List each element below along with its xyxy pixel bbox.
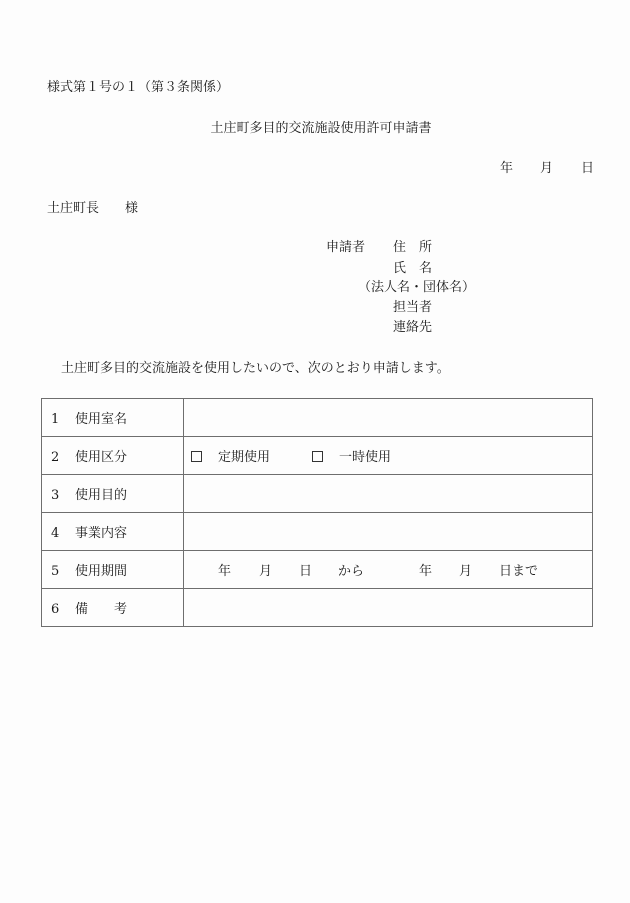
remarks-field[interactable]: [184, 589, 593, 627]
row-number: 2: [51, 450, 60, 465]
row-number: 4: [51, 526, 60, 541]
applicant-contact-person-label: 担当者: [393, 300, 433, 315]
date-year: 年: [500, 161, 514, 176]
date-day: 日: [581, 161, 595, 176]
checkbox-icon[interactable]: [312, 451, 323, 462]
date-line: [500, 161, 594, 177]
row-label: [42, 399, 184, 437]
usage-type-field: [184, 437, 593, 475]
period-from: から: [338, 564, 365, 579]
row-number: 3: [51, 488, 60, 503]
business-content-field[interactable]: [184, 513, 593, 551]
row-label: [42, 475, 184, 513]
period-end-day: 日まで: [499, 564, 539, 579]
row-label-text: 備 考: [75, 602, 128, 617]
table-row: [42, 513, 593, 551]
option-label: 一時使用: [339, 450, 392, 465]
applicant-address-label: 住 所: [393, 240, 433, 255]
table-row: [42, 437, 593, 475]
row-label-text: 使用室名: [75, 412, 128, 427]
row-number: 5: [51, 564, 60, 579]
period-start-day: 日: [299, 564, 313, 579]
table-row: [42, 475, 593, 513]
date-month: 月: [540, 161, 554, 176]
document-title: 土庄町多目的交流施設使用許可申請書: [210, 121, 432, 136]
option-temporary[interactable]: [312, 446, 391, 465]
applicant-org-label: （法人名・団体名）: [358, 280, 476, 295]
option-regular[interactable]: [191, 446, 270, 465]
row-number: 1: [51, 412, 60, 427]
table-row: [42, 551, 593, 589]
row-label: [42, 513, 184, 551]
row-label-text: 使用期間: [75, 564, 128, 579]
intro-text: 土庄町多目的交流施設を使用したいので、次のとおり申請します。: [61, 361, 450, 376]
row-label-text: 使用区分: [75, 450, 128, 465]
form-number: 様式第１号の１（第３条関係）: [47, 80, 230, 95]
applicant-name-label: 氏 名: [393, 261, 433, 276]
application-table: [41, 398, 593, 627]
period-end-year: 年: [419, 564, 433, 579]
usage-period-field[interactable]: [184, 551, 593, 589]
row-label-text: 使用目的: [75, 488, 128, 503]
applicant-label: 申請者: [326, 240, 366, 255]
row-label: [42, 589, 184, 627]
table-row: [42, 399, 593, 437]
period-start-month: 月: [259, 564, 273, 579]
addressee: [47, 201, 138, 217]
table-row: [42, 589, 593, 627]
period-end-month: 月: [459, 564, 473, 579]
row-number: 6: [51, 602, 60, 617]
row-label: [42, 551, 184, 589]
purpose-field[interactable]: [184, 475, 593, 513]
row-label: [42, 437, 184, 475]
addressee-name: 土庄町長: [47, 201, 100, 216]
room-name-field[interactable]: [184, 399, 593, 437]
applicant-contact-label: 連絡先: [393, 320, 433, 335]
addressee-honorific: 様: [125, 201, 139, 216]
option-label: 定期使用: [218, 450, 271, 465]
period-start-year: 年: [218, 564, 232, 579]
row-label-text: 事業内容: [75, 526, 128, 541]
checkbox-icon[interactable]: [191, 451, 202, 462]
